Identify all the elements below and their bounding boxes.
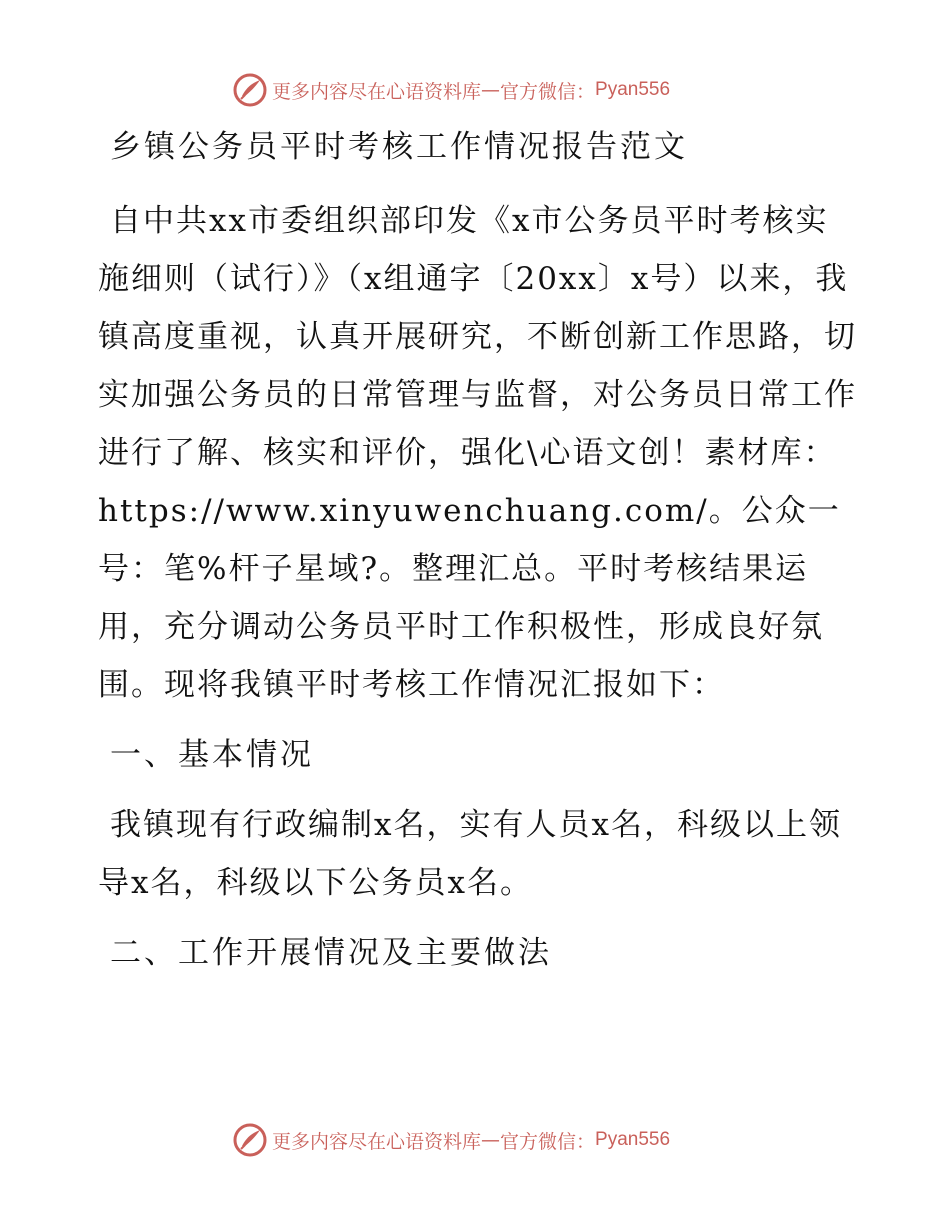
- section-heading-basic: 一、基本情况: [110, 737, 314, 773]
- watermark-label: 官方微信：: [500, 80, 596, 103]
- paragraph-intro: 自中共xx市委组织部印发《x市公务员平时考核实施细则（试行）》（x组通字〔20xx〕x号）以来，我镇高度重视，认真开展研究，不断创新工作思路，切实加强公务员的日常管理与监督，对公务员日常工作进行了解、核实和评价，强化\心语文创！素材库：https://www.xinyuwenchuang.com/。公众一号：笔%杆子星域?。整理汇总。平时考核结果运用，充分调动公务员平时工作积极性，形成良好氛围。现将我镇平时考核工作情况汇报如下：: [98, 203, 857, 703]
- document-body: [98, 122, 858, 994]
- watermark-id: Pyan556: [595, 1129, 671, 1150]
- paragraph-basic-info: 我镇现有行政编制x名，实有人员x名，科级以上领导x名，科级以下公务员x名。: [98, 807, 842, 901]
- watermark-separator: —: [481, 79, 501, 101]
- footer-watermark: [232, 1120, 670, 1160]
- quill-seal-icon: [232, 72, 268, 108]
- header-watermark: [232, 70, 670, 110]
- watermark-separator: —: [481, 1129, 501, 1151]
- watermark-text: 更多内容尽在心语资料库: [272, 1130, 482, 1153]
- watermark-text: 更多内容尽在心语资料库: [272, 80, 482, 103]
- quill-seal-icon: [232, 1122, 268, 1158]
- watermark-id: Pyan556: [595, 79, 671, 100]
- document-title: 乡镇公务员平时考核工作情况报告范文: [110, 129, 688, 165]
- section-heading-work: 二、工作开展情况及主要做法: [110, 935, 552, 971]
- watermark-label: 官方微信：: [500, 1130, 596, 1153]
